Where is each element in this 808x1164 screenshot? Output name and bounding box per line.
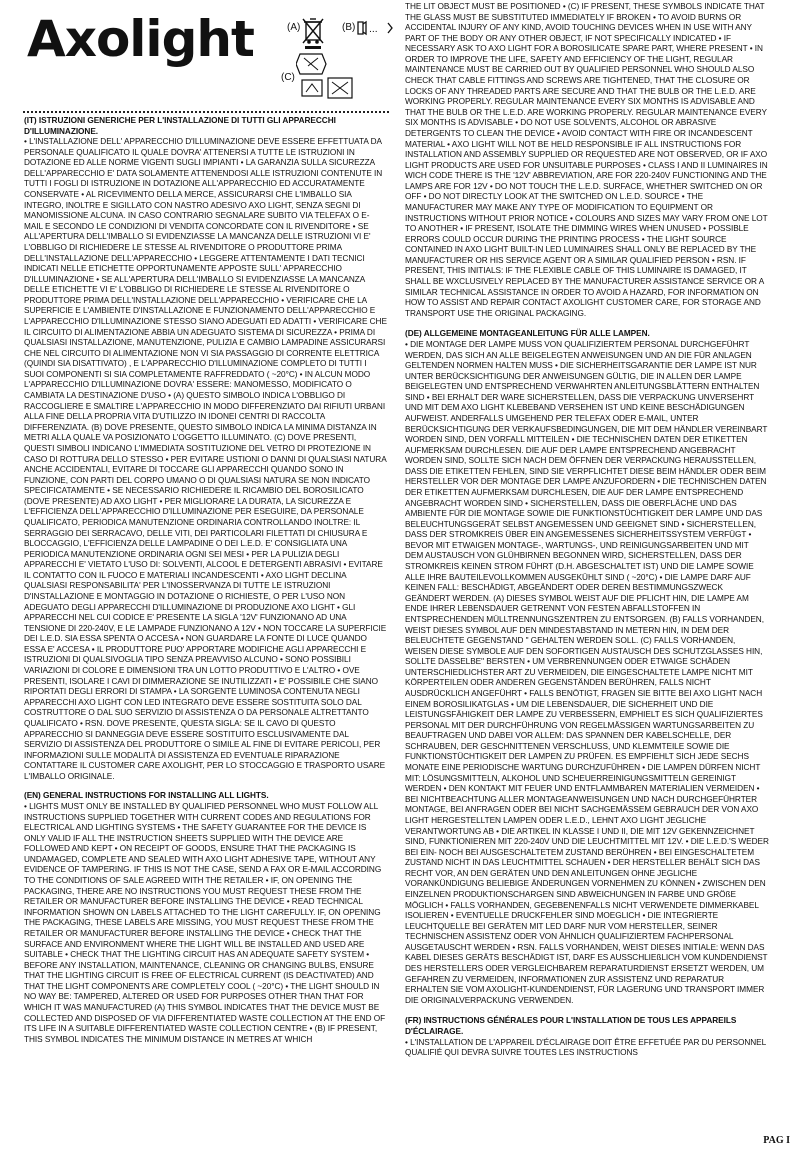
de-section-title: (DE) ALLGEMEINE MONTAGEANLEITUNG FÜR ALLE LAMPEN. [405,329,650,339]
min-distance-lamp-icon [356,19,396,37]
de-section-body: • DIE MONTAGE DER LAMPE MUSS VON QUALIFIZIERTEM PERSONAL DURCHGEFÜHRT WERDEN, DAS SICH AN ALLE BEIGELEGTEN ANWEISUNGEN UND AN DIE FÜR ANLAGEN GELTENDEN NORMEN HALTEN MUSS • DIE SICHERHEITSGARANTIE DER LAMPE IST NUR UNTER BERÜCKSICHTIGUNG DER ANWEISUNGEN GÜLTIG, DIE IN ALLEN DER LAMPE BEIGELEGTEN UND ENTSPRECHEND VERWAHRTEN ANLEITUNGSBLÄTTERN ENTHALTEN SIND • BEI ERHALT DER WARE SICHERSTELLEN, DASS DIE VERPACKUNG UNVERSEHRT UND MIT DEM AXO LIGHT KLEBEBAND VERSEHEN IST UND KEINE BESCHÄDIGUNGEN AUFWEIST. ANDERFALLS UMGEHEND PER TELEFAX ODER E-MAIL, UNTER BERÜCKSICHTIGUNG DER VERKAUFSBEDINGUNGEN, DIE MIT DEM HÄNDLER VEREINBART WORDEN SIND, DEN VORFALL MITTEILEN • DIE TECHNISCHEN DATEN DER ETIKETTEN AUFMERKSAM DURCHLESEN. DIE AUF DER LAMPE ENTSPRECHEND ANGEBRACHT WORDEN SIND, SOLLTE SICH NACH DEM ÖFFNEN DER VERPACKUNG HERAUSSTELLEN, DASS DIE ETIKETTEN FEHLEN, SIND SIE VERPFLICHTET DIESE BEIM HÄNDLER ODER BEIM HERSTELLER VOR DER MONTAGE DER LAMPE ANZUFORDERN • DIE TECHNISCHEN DATEN DER ETIKETTEN AUFMERKSAM DURCHLESEN, DIE AUF DER LAMPE ENTSPRECHEND ANGEBRACHT WORDEN SIND • SICHERSTELLEN, DASS DIE OBERFLÄCHE UND DAS AMBIENTE FÜR DIE MONTAGE SOWIE DIE FUNKTIONSTÜCHTIGKEIT DER LAMPE UND DAS BELEUCHTUNGSGERÄT SELBST ANGEMESSEN UND GEEIGNET SIND • SICHERSTELLEN, DASS DER STROMKREIS ÜBER EIN ANGEMESSENES SICHERHEITSSYSTEM VERFÜGT • BEVOR MIT ETWAIGEN MONTAGE-, WARTUNGS-, UND REINIGUNGSARBEITEN UND MIT DEM AUSTAUSCH VON GLÜHBIRNEN BEGONNEN WIRD, SICHERSTELLEN, DASS DER STROMKREIS KEINEN STROM FÜHRT (D.H. ABGESCHALTET IST) UND DIE LAMPE SOWIE ALLE IHRE BAUTEILEVOLLKOMMEN AUSGEKÜHLT SIND ( ~20°C) • DIE LAMPE DARF AUF KEINEN FALL: BESCHÄDIGT, ABGEÄNDERT ODER DEREN BESTIMMUNGSZWECK GEÄNDERT WERDEN. (A) DIESES SYMBOL WEIST AUF DIE PFLICHT HIN, DIE LAMPE AM ENDE IHRER LEBENSDAUER GETRENNT VON FESTEN ABFALLSTOFFEN IN ENTSPRECHENDEN MÜLLTRENNUNGSZENTREN ZU ENTSORGEN. (B) FALLS VORHANDEN, WEIST DIESES SYMBOL AUF DEN MINDESTABSTAND IN METERN HIN, IN DEM DER BELEUCHTETE GEGENSTAND " GEHALTEN WERDEN SOLL. (C) FALLS VORHANDEN, WEISEN DIESE SYMBOLE AUF DEN SOFORTIGEN AUSTAUSCH DES SCHUTZGLASSES HIN, SOLLTE DASSELBE" BERSTEN • UM VERBRENNUNGEN ODER ETWAIGE SCHÄDEN UNTERSCHIEDLICHSTER ART ZU VERMEIDEN, DIE EINGESCHALTETE LAMPE NICHT MIT KÖRPERTEILEN ODER ANDEREN GEGENSTÄNDEN BERÜHREN, FALLS NICHT AUSDRÜCKLICH ANGEFÜHRT • FALLS BENÖTIGT, FRAGEN SIE BITTE BEI AXO LIGHT NACH EINEM BOROSILIKATGLAS • UM DIE LEBENSDAUER, DIE SICHERHEIT UND DIE LEISTUNGSFÄHIGKEIT DER LAMPE ZU VERBESSERN, EMPHIELT ES SICH QUALIFIZIERTES PERSONAL MIT DER DURCHFÜHRUNG VON REGELMÄSSIGEN WARTUNGSARBEITEN ZU BEAUFTRAGEN UND DABEI VOR ALLEM: DAS SPANNEN DER KABELSCHELLE, DER SCHRAUBEN, DER GESCHNITTENEN VERSCHLUSS, UND KLEMMTEILE SOWIE DIE FUNKTIONSTÜCHTIGKEIT DER LAMPEN ZU PRÜFEN. ES EMPFIEHLT SICH JEDE SECHS MONATE EINE PERIODISCHE WARTUNG DURCHZUFÜHREN • DIE LAMPEN DÜRFEN NICHT MIT: LÖSUNGSMITTELN, ALKOHOL UND SCHEUERREINIGUNGSMITTELN GEREINIGT WERDEN • DEN KONTAKT MIT FEUER UND ENTFLAMMBAREN MATERIALIEN VERMEIDEN • BEI NICHTBEACHTUNG ALLER MONTAGEANWEISUNGEN UND NACH DURCHGEFÜHRTER MONTAGE, BEI ANFRAGEN ODER BEI NICHT SACHGEMÄSSEM GEBRAUCH DER VON AXO LIGHT HERGESTELLTEN LAMPEN ODER L.E.D., LEHNT AXO LIGHT JEGLICHE VERANTWORTUNG AB • DIE ARTIKEL IN KLASSE I UND II, DIE MIT 12V GEKENNZEICHNET SIND, FUNKTIONIEREN MIT 220-240V UND DIE LEUCHTMITTEL MIT 12V. • DIE L.E.D.'S WEDER BEI EIN- NOCH BEI AUSGESCHALTETEM ZUSTAND BERÜHREN • BEI EINGESCHALTETEM ZUSTAND NICHT IN DAS LEUCHTMITTEL SCHAUEN • DER HERSTELLER BEHÄLT SICH DAS RECHT VOR, AN DEN GERÄTEN UND DEN ANLEITUNGEN OHNE JEGLICHE VORANKÜNDIGUNG BELIEBIGE ÄNDERUNGEN VORNEHMEN ZU KÖNNEN • ZWISCHEN DEN EINZELNEN PRODUKTIONSCHARGEN SIND ABWEICHUNGEN IN FARBE UND GRÖßE MÖGLICH • FALLS VORHANDEN, GEGEBENENFALLS NICHT VERWENDETE DIMMERKABEL ISOLIEREN • EVENTUELLE DRUCKFEHLER SIND MOEGLICH • DIE INTEGRIERTE LEUCHTQUELLE BEI GERÄTEN MIT LED DARF NUR VOM HERSTELLER, SEINER TECHNISCHEN ASSISTENZ ODER VON ÄHNLICH QUALIFIZIERTEM FACHPERSONAL AUSGETAUSCHT WERDEN • RSN. FALLS VORHANDEN, WEIST DIESES INITIALE: WENN DAS KABEL DIESES GERÄTS BESCHÄDIGT IST, DARF ES AUSSCHLIEßLICH VOM KUNDENDIENST DES HERSTELLERS ODER VERGLEICHBAREM REPARATURDIENST ERSETZT WERDEN, UM GEFAHREN ZU VERMEIDEN, INFORMATIONEN ZUR ASSISTENZ UND REPARATUR ERHALTEN SIE VOM AXOLIGHT-KUNDENDIENST, FÜR LAGERUNG UND TRANSPORT IMMER DIE ORIGINALVERPACKUNG VERWENDEN. [405,339,769,1005]
crossed-bin-icon [300,16,326,50]
fr-section-body: • L'INSTALLATION DE L'APPAREIL D'ÉCLAIRAGE DOIT ÊTRE EFFETUÉE PAR DU PERSONNEL QUALIFIÉ QUI DEVRA SUIVRE TOUTES LES INSTRUCTIONS [405,1037,766,1058]
symbol-b-label: (B) [342,22,356,33]
en-section-title: (EN) GENERAL INSTRUCTIONS FOR INSTALLING ALL LIGHTS. [24,791,269,801]
axolight-logo: Axolight [27,10,254,68]
header-divider [23,111,389,113]
it-section-title: (IT) ISTRUZIONI GENERICHE PER L'INSTALLAZIONE DI TUTTI GLI APPARECCHI D'ILLUMINAZIONE. [24,116,336,136]
symbol-a-label: (A) [287,22,301,33]
left-column [24,116,388,1045]
it-section-body: • L'INSTALLAZIONE DELL' APPARECCHIO D'ILLUMINAZIONE DEVE ESSERE EFFETTUATA DA PERSONALE QUALIFICATO IL QUALE DOVRA' ATTENERSI A TUTTE LE ISTRUZIONI IN DOTAZIONE ED ALLE NORME VIGENTI SUGLI IMPIANTI • LA GARANZIA SULLA SICUREZZA DELL'APPARECCHIO E' DATA SOLAMENTE ATTENENDOSI ALLE ISTRUZIONI CONTENUTE IN TUTTI I FOGLI DI ISTRUZIONE IN DOTAZIONE ALL'APPARECCHIO ED ACCURATAMENTE CONSERVATE • AL RICEVIMENTO DELLA MERCE, ASSICURARSI CHE L'IMBALLO SIA INTEGRO, INOLTRE E SIGILLATO CON NASTRO ADESIVO AXO LIGHT, SENZA SEGNI DI MANOMISSIONE ALCUNA. IN CASO CONTRARIO SEGNALARE SUBITO VIA TELEFAX O E-MAIL E SECONDO LE CONDIZIONI DI VENDITA CONCORDATE CON IL RIVENDITORE • SE ALL'APERTURA DELL'IMBALLO SI EVIDENZIASSE LA MANCANZA DELLE ISTRUZIONI VI E' L'OBBLIGO DI RICHIEDERE LE STESSE AL RIVENDITORE O PRODUTTORE PRIMA DELL'INSTALLAZIONE DELL'APPARECCHIO • LEGGERE ATTENTAMENTE I DATI TECNICI INDICATI NELLE ETICHETTE OPPORTUNAMENTE APPOSTE SULL' APPARECCHIO D'ILLUMINAZIONE • SE ALL'APERTURA DELL'IMBALLO SI EVIDENZIASSE LA MANCANZA DELLE ETICHETTE VI E' L'OBBLIGO DI RICHIEDERE LE STESSE AL RIVENDITORE O PRODUTTORE PRIMA DELL'INSTALLAZIONE DELL'APPARECCHIO • VERIFICARE CHE LA SUPERFICIE E L'AMBIENTE D'INSTALLAZIONE E FUNZIONAMENTO DELL'APPARECCHIO E L'APPARECCHIO D'ILLUMINAZIONE STESSO SIANO ADEGUATI ED ADATTI • VERIFICARE CHE IL CIRCUITO DI ALIMENTAZIONE ABBIA UN ADEGUATO SISTEMA DI SICUREZZA • PRIMA DI QUALSIASI INSTALLAZIONE, MANUTENZIONE, PULIZIA E CAMBIO LAMPADINE ASSICURARSI CHE NEL CIRCUITO DI ALIMENTAZIONE NON VI SIA PASSAGGIO DI CORRENTE ELETTRICA (QUINDI SIA DISATTIVATO) , E L'APPARECCHIO D'ILLUMINAZIONE COMPLETO DI TUTTI I SUOI COMPONENTI SI SIA COMPLETAMENTE RAFFREDDATO ( ~20°C) • IN ALCUN MODO L'APPARECCHIO D'ILLUMINAZIONE DOVRA' ESSERE: MANOMESSO, MODIFICATO O CAMBIATA LA DESTINAZIONE D'USO • (A) QUESTO SIMBOLO INDICA L'OBBLIGO DI RACCOGLIERE E SMALTIRE L'APPARECCHIO IN MODO DIFFERENZIATO DAI RIFIUTI URBANI ALLA FINE DELLA PROPRIA VITA D'UTILIZZO IN IDONEI CENTRI DI RACCOLTA DIFFERENZIATA. (B) DOVE PRESENTE, QUESTO SIMBOLO INDICA LA MINIMA DISTANZA IN METRI ALLA QUALE VA POSIZIONATO L'OGGETTO ILLUMINATO. (C) DOVE PRESENTI, QUESTI SIMBOLI INDICANO L'IMMEDIATA SOSTITUZIONE DEL VETRO DI PROTEZIONE IN CASO DI ROTTURA DELLO STESSO • PER EVITARE USTIONI O DANNI DI QUALSIASI NATURA ANCHE ACCIDENTALI, EVITARE DI TOCCARE GLI APPARECCHI QUANDO SONO IN FUNZIONE, CON PARTI DEL CORPO UMANO O DI QUALSIASI NATURA SE NON INDICATO SPECIFICATAMENTE • SE NECESSARIO RICHIEDERE IL RICAMBIO DEL BOROSILICATO (DOVE PRESENTE) AD AXO LIGHT • PER MIGLIORARE LA DURATA, LA SICUREZZA E L'EFFICIENZA DELL'APPARECCHIO D'ILLUMINAZIONE PER ESEGUIRE, DA PERSONALE QUALIFICATO, PERIODICA MANUTENZIONE ORDINARIA CONTROLLANDO INOLTRE: IL SERRAGGIO DEI SERRACAVO, DELLE VITI, DEI PARTICOLARI FILETTATI DI CHIUSURA E BLOCCAGGIO, L'EFFICIENZA DELLE LAMPADINE O DEI L.E.D. E' CONSIGLIATA UNA PERIODICA MANUTENZIONE ORDINARIA OGNI SEI MESI • PER LA PULIZIA DEGLI APPARECCHI E' VIETATO L'USO DI: SOLVENTI, ALCOOL E DETERGENTI ABRASIVI • EVITARE IL CONTATTO CON IL FUOCO E MATERIALI INCANDESCENTI • AXO LIGHT DECLINA QUALSIASI RESPONSABILITA' PER L'INOSSERVANZA DI TUTTE LE ISTRUZIONI D'INSTALLAZIONE E MONTAGGIO IN DOTAZIONE O RICHIESTE, O PER L'USO NON ADEGUATO DEGLI APPARECCHI D'ILLUMINAZIONE DI PRODUZIONE AXO LIGHT • GLI APPARECCHI NEL CUI CODICE E' PRESENTE LA SIGLA '12V' FUNZIONANO AD UNA TENSIONE DI 220-240V, E LE LAMPADE FUNZIONANO A 12V • NON TOCCARE LA SUPERFICIE DEI L.E.D. SIA ESSA SPENTA O ACCESA • NON GUARDARE LA FONTE DI LUCE QUANDO ESSA E' ACCESA • IL PRODUTTORE PUO' APPORTARE MODIFICHE AGLI APPARECCHI E ISTRUZIONI DI QUALSIVOGLIA TIPO SENZA PREAVVISO ALCUNO • SONO POSSIBILI VARIAZIONI DI COLORE E DIMENSIONI TRA UN LOTTO PRODUTTIVO E L'ALTRO • OVE PRESENTI, ISOLARE I CAVI DI DIMMERAZIONE SE INUTILIZZATI • E' POSSIBILE CHE SIANO RIPORTATI DEGLI ERRORI DI STAMPA • LA SORGENTE LUMINOSA CONTENUTA NEGLI APPARECCHI AXO LIGHT CON LED INTEGRATO DEVE ESSERE SOSTITUITA SOLO DAL COSTRUTTORE O DAL SUO SERVIZIO DI ASSISTENZA O DA PERSONALE ALTRETTANTO QUALIFICATO • RSN. DOVE PRESENTE, QUESTA SIGLA: SE IL CAVO DI QUESTO APPARECCHIO SI DANNEGGIA DEVE ESSERE SOSTITUITO ESCLUSIVAMENTE DAL SERVIZIO DI ASSISTENZA DEL PRODUTTORE O SIMILE AL FINE DI EVITARE PERICOLI, PER INFORMAZIONI SULLE MODALITÀ DI ASSISTENZA ED EVENTUALE RIPARAZIONE CONTATTARE IL CUSTOMER CARE AXOLIGHT, PER LO STOCCAGGIO E TRASPORTO USARE L'IMBALLO ORIGINALE. [24,137,387,781]
page-number: PAG I [763,1135,790,1146]
symbol-b-dots: ... [369,25,378,35]
right-column [405,2,769,1059]
page-header [0,0,395,112]
fr-section-title: (FR) INSTRUCTIONS GÉNÉRALES POUR L'INSTALLATION DE TOUS LES APPAREILS D'ÉCLAIRAGE. [405,1016,737,1036]
symbol-c-label: (C) [281,72,295,83]
en-section-body-part1: • LIGHTS MUST ONLY BE INSTALLED BY QUALIFIED PERSONNEL WHO MUST FOLLOW ALL INSTRUCTIONS SUPPLIED TOGETHER WITH CURRENT CODES AND REGULATIONS FOR ELECTRICAL AND LIGHTING SYSTEMS • THE SAFETY GUARANTEE FOR THE DEVICE IS ONLY VALID IF ALL THE INSTRUCTION SHEETS SUPPLIED WITH THE DEVICE ARE FOLLOWED AND KEPT • ON RECEIPT OF GOODS, ENSURE THAT THE PACKAGING IS UNDAMAGED, COMPLETE AND SEALED WITH AXO LIGHT ADHESIVE TAPE, WITHOUT ANY EVIDENCE OF TAMPERING. IF THIS IS NOT THE CASE, SEND A FAX OR E-MAIL ACCORDING TO THE CONDITIONS OF SALE AGREED WITH THE RETAILER • IF, ON OPENING THE PACKAGING, THERE ARE NO INSTRUCTIONS YOU MUST REQUEST THESE FROM THE RETAILER OR MANUFACTURER BEFORE INSTALLING THE DEVICE • READ TECHNICAL INFORMATION SHOWN ON LABELS ATTACHED TO THE LIGHT CAREFULLY. IF, ON OPENING THE PACKAGING, THESE LABELS ARE MISSING, YOU MUST REQUEST THESE FROM THE RETAILER OR MANUFACTURER BEFORE INSTALLING THE DEVICE • CHECK THAT THE SURFACE AND ENVIRONMENT WHERE THE LIGHT WILL BE INSTALLED AND USED ARE SUITABLE • CHECK THAT THE LIGHTING CIRCUIT HAS AN ADEQUATE SAFETY SYSTEM • BEFORE ANY INSTALLATION, MAINTENANCE, CLEANING OR CHANGING BULBS, ENSURE THAT THE LIGHTING CIRCUIT IS FREE OF ELECTRICAL CURRENT (IS DEACTIVATED) AND THAT THE LIGHT COMPONENTS ARE COMPLETELY COOL ( ~20°C) • THE LIGHT SHOULD IN NO WAY BE: TAMPERED, ALTERED OR USED FOR PURPOSES OTHER THAN THAT FOR WHICH IT WAS MANUFACTURED (A) THIS SYMBOL INDICATES THAT THE DEVICE MUST BE COLLECTED AND DISPOSED OF VIA DIFFERENTIATED WASTE COLLECTION AT THE END OF ITS LIFE IN A SUITABLE DIFFERENTIATED WASTE COLLECTION CENTRE • (B) IF PRESENT, THIS SYMBOL INDICATES THE MINIMUM DISTANCE IN METRES AT WHICH [24,802,386,1044]
en-section-body-part2: THE LIT OBJECT MUST BE POSITIONED • (C) IF PRESENT, THESE SYMBOLS INDICATE THAT THE GLASS MUST BE SUBSTITUTED IMMEDIATELY IF BROKEN • TO AVOID BURNS OR ACCIDENTAL INJURY OF ANY KIND, AVOID TOUCHING DEVICES WHEN IN USE WITH ANY PART OF THE BODY OR ANY OTHER OBJECT, IF NOT SPECIFICALLY INDICATED • IF NECESSARY ASK TO AXO LIGHT FOR A BOROSILICATE SPARE PART, WHERE PRESENT • IN ORDER TO IMPROVE THE LIFE, SAFETY AND EFFICIENCY OF THE LIGHT, REGULAR MAINTENANCE MUST BE CARRIED OUT BY QUALIFIED PERSONNEL WHO SHOULD ALSO CHECK THAT CABLE FITTINGS AND SCREWS ARE TIGHTENED, THAT THE CLOSURE OR LOCKS OF ANY THREADED PARTS ARE SECURE AND THAT THE BULB OR THE L.E.D. ARE WORKING PROPERLY. REGULAR MAINTENANCE EVERY SIX MONTHS IS ADVISABLE AND THAT THE BULB OR THE L.E.D. ARE WORKING PROPERLY. REGULAR MAINTENANCE EVERY SIX MONTHS IS ADVISABLE • DO NOT USE SOLVENTS, ALCOHOL OR ABRASIVE DETERGENTS TO CLEAN THE DEVICE • AVOID CONTACT WITH FIRE OR INCANDESCENT MATERIAL • AXO LIGHT WILL NOT BE HELD RESPONSIBLE IF ALL INSTRUCTIONS FOR INSTALLATION AND ASSEMBLY SUPPLIED OR REQUESTED ARE NOT OBSERVED, OR IF AXO LIGHT PRODUCTS ARE USED FOR UNSUITABLE PURPOSES • CLASS I AND II LUMINAIRES IN WICH CODE THERE IS THE '12V' ABBREVIATION, ARE FOR 220-240V FUNCTIONING AND THE LAMPS ARE FOR 12V • DO NOT TOUCH THE L.E.D. SURFACE, WHETHER SWITCHED ON OR OFF • DO NOT DIRECTLY LOOK AT THE SWITCHED ON L.E.D. SOURCE • THE MANUFACTURER MAY MAKE ANY TYPE OF MODIFICATION TO EQUIPMENT OR INSTRUCTIONS WITHOUT PRIOR NOTICE • COLOURS AND SIZES MAY VARY FROM ONE LOT TO ANOTHER • IF PRESENT, ISOLATE THE DIMMING WIRES WHEN UNUSED • POSSIBLE ERRORS COULD OCCUR DURING THE PRINTING PROCESS • THE LIGHT SOURCE CONTAINED IN AXO LIGHT BUILT-IN LED LUMINAIRES SHALL ONLY BE REPLACED BY THE MANUFACTURER OR HIS SERVICE AGENT OR A SIMILAR QUALIFIED PERSON • RSN. IF PRESENT, THIS INITIALS: IF THE FLEXIBLE CABLE OF THIS LUMINAIRE IS DAMAGED, IT SHALL BE WXCLUSIVELY REPLACED BY THE MANUFACTURER ASSISTANCE SERVICE OR A SIMILAR TECHNICAL ASSISTANCE IN ORDER TO AVOID A HAZARD, FOR INFORMATION ON HOW TO ASSIST AND REPAIR CONTACT AXOLIGHT CUSTOMER CARE, FOR STORAGE AND TRANSPORT USE THE ORIGINAL PACKAGING. [405,2,768,318]
glass-replacement-icons [296,50,356,102]
